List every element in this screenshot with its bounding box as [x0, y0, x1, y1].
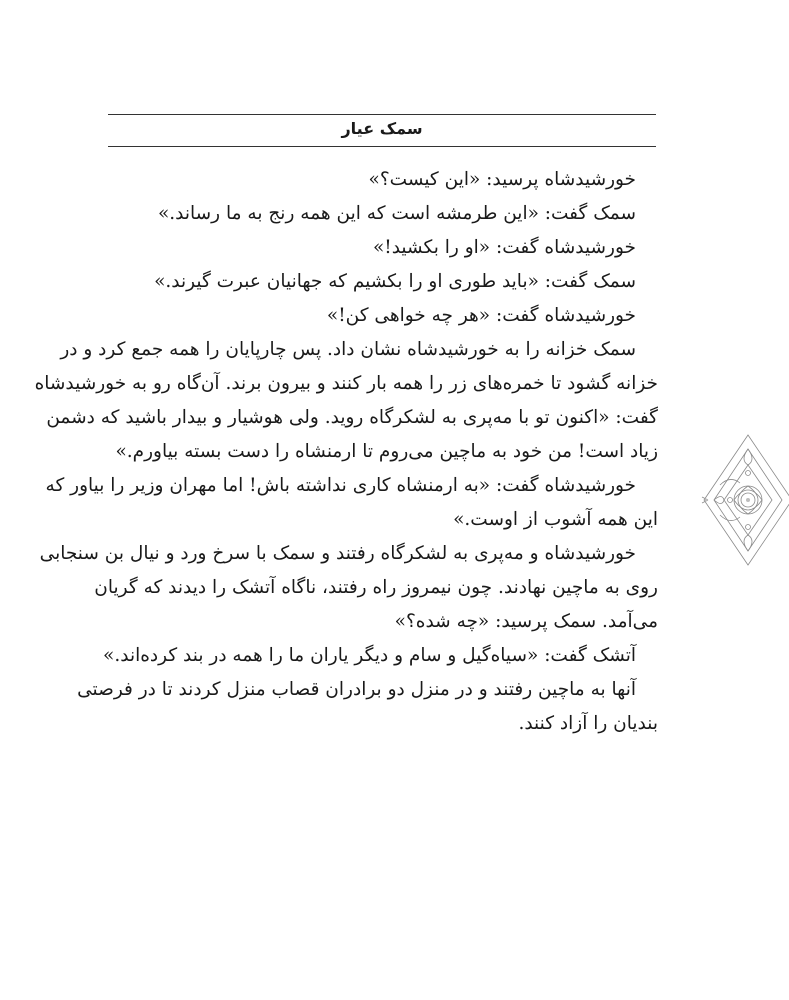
- text-line: خورشیدشاه پرسید: «این کیست؟»: [368, 169, 636, 190]
- text-line: زیاد است! من خود به ماچین می‌روم تا ارمنشاه را دست بسته بیاورم.»: [115, 441, 658, 462]
- decorative-ornament: [700, 425, 789, 575]
- text-line: آتشک گفت: «سیاه‌گیل و سام و دیگر یاران ما را همه در بند کرده‌اند.»: [103, 645, 636, 666]
- text-line: بندیان را آزاد کنند.: [518, 713, 658, 734]
- body-text: [34, 163, 658, 741]
- text-line: خورشیدشاه گفت: «هر چه خواهی کن!»: [326, 305, 636, 326]
- running-header-title: سمک عیار: [341, 119, 423, 138]
- text-line: خزانه گشود تا خمره‌های زر را همه بار کنند و بیرون برند. آن‌گاه رو به خورشیدشاه: [34, 373, 658, 394]
- text-line: آنها به ماچین رفتند و در منزل دو برادران قصاب منزل کردند تا در فرصتی: [77, 679, 636, 700]
- text-line: گفت: «اکنون تو با مه‌پری به لشکرگاه روید. ولی هوشیار و بیدار باشید که دشمن: [46, 407, 658, 428]
- ornament-icon: [700, 425, 789, 575]
- text-line: سمک گفت: «باید طوری او را بکشیم که جهانیان عبرت گیرند.»: [154, 271, 636, 292]
- text-line: روی به ماچین نهادند. چون نیمروز راه رفتند، ناگاه آتشک را دیدند که گریان: [94, 577, 658, 598]
- text-line: می‌آمد. سمک پرسید: «چه شده؟»: [394, 611, 658, 632]
- text-line: خورشیدشاه و مه‌پری به لشکرگاه رفتند و سمک با سرخ ورد و نیال بن سنجابی: [39, 543, 636, 564]
- text-line: خورشیدشاه گفت: «او را بکشید!»: [372, 237, 636, 258]
- text-line: این همه آشوب از اوست.»: [453, 509, 658, 530]
- text-line: سمک خزانه را به خورشیدشاه نشان داد. پس چارپایان را همه جمع کرد و در: [60, 339, 636, 360]
- text-line: سمک گفت: «این طرمشه است که این همه رنج به ما رساند.»: [157, 203, 636, 224]
- header-top-rule: [108, 114, 656, 115]
- text-line: خورشیدشاه گفت: «به ارمنشاه کاری نداشته باش! اما مهران وزیر را بیاور که: [45, 475, 636, 496]
- header-bottom-rule: [108, 146, 656, 147]
